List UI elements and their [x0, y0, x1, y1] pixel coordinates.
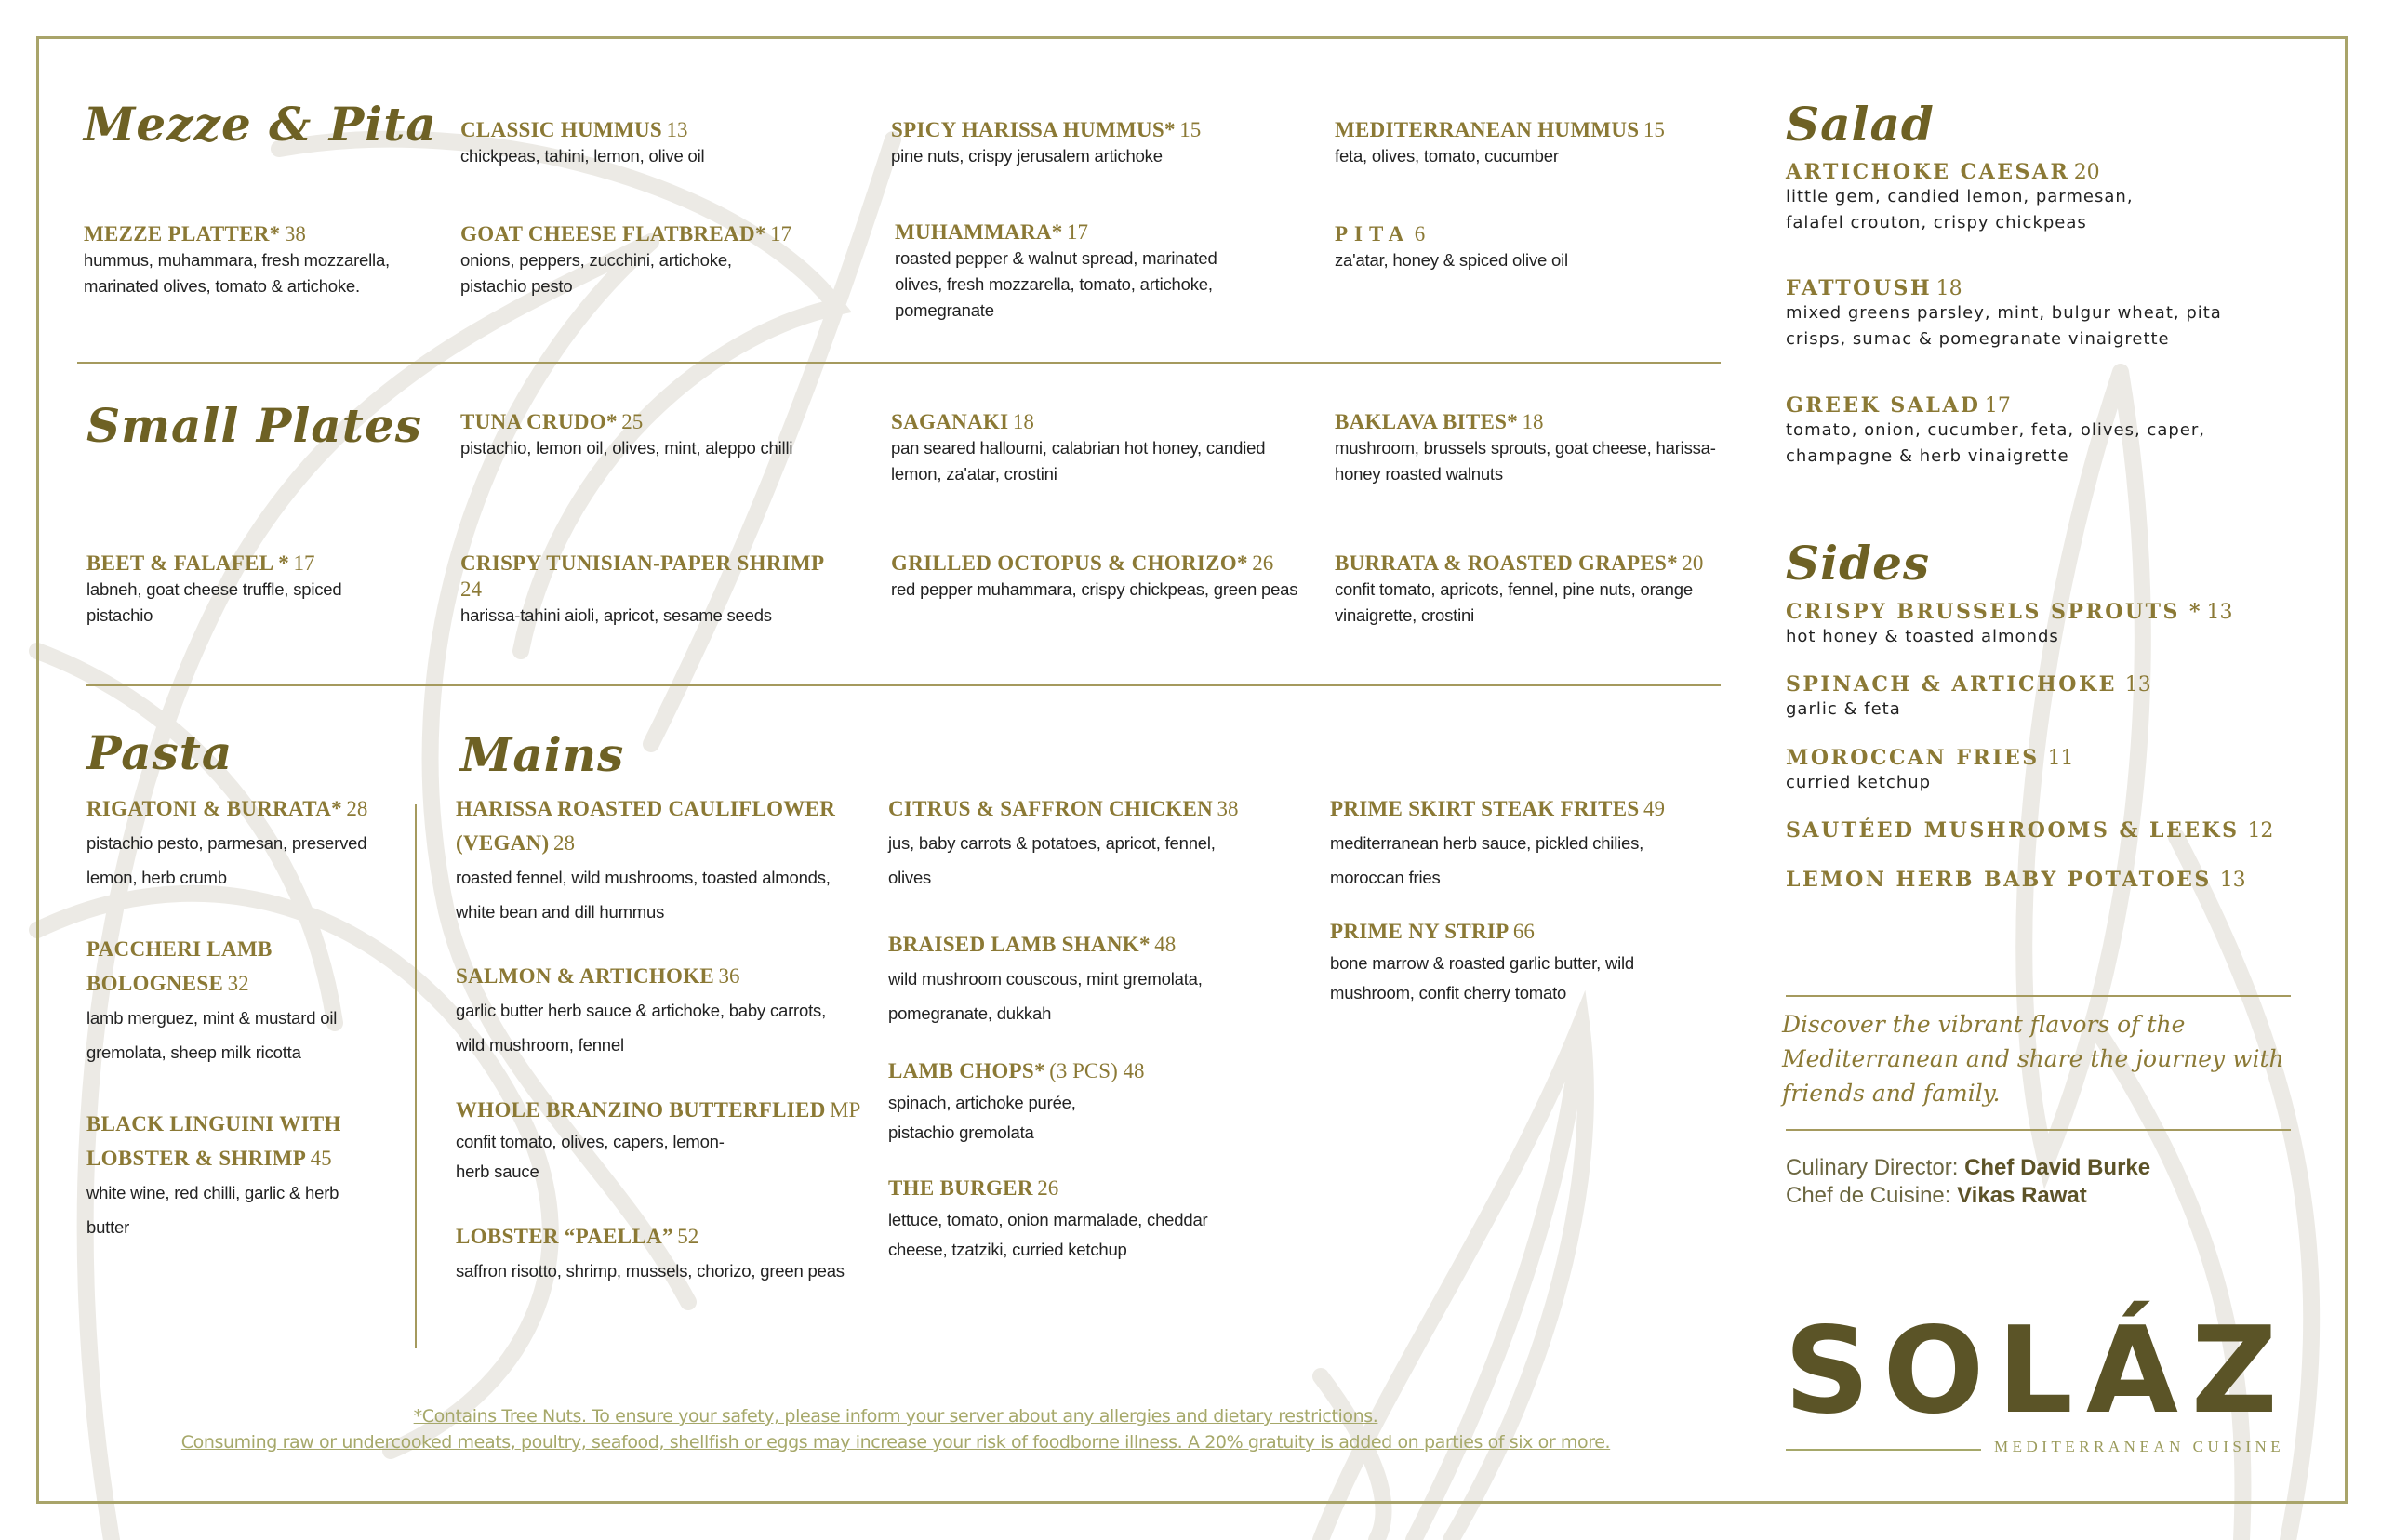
item-description: confit tomato, apricots, fennel, pine nuts, orange vinaigrette, crostini: [1335, 579, 1693, 625]
item-name: WHOLE BRANZINO BUTTERFLIED: [456, 1098, 826, 1122]
item-name: FATTOUSH: [1786, 276, 1933, 300]
menu-item: [1786, 672, 2269, 723]
item-description: spinach, artichoke purée, pistachio gremolata: [888, 1093, 1076, 1142]
allergy-notice: *Contains Tree Nuts. To ensure your safety, please inform your server about any allergies and dietary restrictions.: [413, 1406, 1378, 1427]
item-price: 20: [1682, 551, 1704, 575]
menu-item: [1786, 868, 2307, 892]
section-heading-pasta: Pasta: [86, 725, 233, 780]
divider: [1786, 1129, 2291, 1131]
section-heading-sides: Sides: [1786, 536, 1931, 591]
item-price: 28: [346, 797, 368, 820]
menu-item: [456, 791, 846, 929]
item-description: bone marrow & roasted garlic butter, wild mushroom, confit cherry tomato: [1330, 953, 1635, 1002]
item-price: 66: [1512, 920, 1535, 943]
item-price: 28: [552, 831, 575, 855]
menu-item: [86, 791, 393, 895]
menu-item: [888, 1055, 1279, 1148]
menu-item: [460, 221, 795, 299]
item-price: 18: [1012, 410, 1034, 433]
section-heading-small-plates: Small Plates: [86, 398, 422, 453]
menu-item: [895, 219, 1267, 324]
brand-tagline: MEDITERRANEAN CUISINE: [1994, 1438, 2285, 1455]
item-name: CRISPY TUNISIAN-PAPER SHRIMP: [460, 551, 825, 575]
menu-item: [1335, 551, 1735, 629]
item-name: CRISPY BRUSSELS SPROUTS *: [1786, 600, 2203, 624]
item-name: ARTICHOKE CAESAR: [1786, 160, 2070, 184]
divider: [77, 362, 1721, 364]
menu-item: [1330, 791, 1721, 895]
item-price: 13: [2206, 601, 2233, 624]
item-price: 15: [1643, 118, 1665, 141]
item-name: GREEK SALAD: [1786, 393, 1981, 418]
item-description: jus, baby carrots & potatoes, apricot, fennel, olives: [888, 833, 1216, 887]
item-price: 17: [1984, 394, 2011, 418]
item-price: 26: [1252, 551, 1274, 575]
item-name: PRIME NY STRIP: [1330, 920, 1510, 943]
menu-item: [456, 1219, 846, 1288]
item-price: (3 PCS) 48: [1049, 1059, 1145, 1082]
item-description: mediterranean herb sauce, pickled chilies, moroccan fries: [1330, 833, 1644, 887]
menu-item: [1786, 600, 2269, 650]
item-description: mixed greens parsley, mint, bulgur wheat, pita crisps, sumac & pomegranate vinaigrette: [1786, 303, 2222, 349]
item-description: pine nuts, crispy jerusalem artichoke: [891, 146, 1163, 166]
item-name: SAGANAKI: [891, 410, 1009, 433]
item-description: curried ketchup: [1786, 773, 1932, 792]
menu-item: [456, 1094, 865, 1187]
item-price: 26: [1037, 1176, 1059, 1200]
item-price: 17: [1067, 220, 1089, 244]
item-price: 12: [2247, 819, 2274, 843]
item-description: wild mushroom couscous, mint gremolata, pomegranate, dukkah: [888, 969, 1203, 1023]
item-name: PRIME SKIRT STEAK FRITES: [1330, 797, 1640, 820]
item-price: 6: [1414, 222, 1426, 246]
credit-label: Chef de Cuisine:: [1786, 1183, 1951, 1208]
divider: [1786, 1449, 1981, 1451]
menu-item: [86, 551, 366, 629]
item-description: saffron risotto, shrimp, mussels, chorizo, green peas: [456, 1261, 845, 1281]
item-name: LOBSTER “PAELLA”: [456, 1225, 673, 1248]
item-name: MEZZE PLATTER*: [84, 222, 281, 246]
menu-item: [1786, 276, 2223, 352]
item-description: roasted pepper & walnut spread, marinated olives, fresh mozzarella, tomato, artichoke, pomegranate: [895, 248, 1217, 320]
item-name: BAKLAVA BITES*: [1335, 410, 1519, 433]
menu-item: [888, 927, 1279, 1030]
solaz-logo: SOLÁZ: [1784, 1302, 2291, 1440]
item-price: 13: [666, 118, 688, 141]
item-description: little gem, candied lemon, parmesan, falafel crouton, crispy chickpeas: [1786, 187, 2134, 232]
item-name: GOAT CHEESE FLATBREAD*: [460, 222, 766, 246]
item-name: BURRATA & ROASTED GRAPES*: [1335, 551, 1678, 575]
item-description: pistachio, lemon oil, olives, mint, aleppo chilli: [460, 438, 793, 458]
item-name: PITA: [1335, 222, 1411, 246]
item-name: BLACK LINGUINI WITH LOBSTER & SHRIMP: [86, 1112, 341, 1170]
item-description: feta, olives, tomato, cucumber: [1335, 146, 1559, 166]
menu-item: [1786, 818, 2307, 843]
item-price: 13: [2219, 869, 2246, 892]
item-description: garlic butter herb sauce & artichoke, baby carrots, wild mushroom, fennel: [456, 1001, 827, 1055]
item-name: CITRUS & SAFFRON CHICKEN: [888, 797, 1214, 820]
item-name: SPICY HARISSA HUMMUS*: [891, 118, 1176, 141]
item-price: 15: [1179, 118, 1202, 141]
item-description: confit tomato, olives, capers, lemon-herb sauce: [456, 1132, 725, 1181]
item-name: LAMB CHOPS*: [888, 1059, 1045, 1082]
item-price: 38: [1217, 797, 1239, 820]
item-description: roasted fennel, wild mushrooms, toasted almonds, white bean and dill hummus: [456, 868, 831, 922]
menu-item: [84, 221, 437, 299]
item-name: MUHAMMARA*: [895, 220, 1063, 244]
menu-item: [888, 791, 1279, 895]
item-description: hot honey & toasted almonds: [1786, 627, 2059, 646]
item-description: tomato, onion, cucumber, feta, olives, caper, champagne & herb vinaigrette: [1786, 420, 2205, 466]
item-description: lamb merguez, mint & mustard oil gremolata, sheep milk ricotta: [86, 1008, 338, 1062]
item-name: LEMON HERB BABY POTATOES: [1786, 868, 2212, 892]
item-description: red pepper muhammara, crispy chickpeas, green peas: [891, 579, 1298, 599]
menu-item: [460, 117, 851, 169]
divider-vertical: [415, 804, 417, 1348]
item-name: SALMON & ARTICHOKE: [456, 964, 715, 988]
menu-item: [86, 1107, 366, 1244]
item-description: harissa-tahini aioli, apricot, sesame seeds: [460, 605, 772, 625]
menu-item: [1335, 117, 1725, 169]
item-description: pistachio pesto, parmesan, preserved lemon, herb crumb: [86, 833, 367, 887]
chef-credits: [1786, 1154, 2150, 1210]
item-price: 38: [284, 222, 306, 246]
menu-item: [1335, 409, 1725, 487]
menu-item: [456, 959, 846, 1062]
item-name: BEET & FALAFEL *: [86, 551, 290, 575]
section-heading-salad: Salad: [1786, 97, 1935, 152]
item-price: 17: [293, 551, 315, 575]
item-price: 11: [2047, 747, 2074, 770]
menu-item: [1786, 160, 2195, 236]
divider: [1786, 995, 2291, 997]
item-name: TUNA CRUDO*: [460, 410, 618, 433]
item-price: 32: [227, 972, 249, 995]
menu-item: [1335, 221, 1725, 273]
item-name: BRAISED LAMB SHANK*: [888, 933, 1151, 956]
item-name: GRILLED OCTOPUS & CHORIZO*: [891, 551, 1248, 575]
item-description: garlic & feta: [1786, 699, 1901, 719]
item-description: labneh, goat cheese truffle, spiced pistachio: [86, 579, 342, 625]
credit-name: Chef David Burke: [1964, 1155, 2151, 1180]
item-name: MOROCCAN FRIES: [1786, 746, 2040, 770]
item-price: 36: [718, 964, 740, 988]
item-price: 49: [1643, 797, 1665, 820]
item-price: 48: [1154, 933, 1177, 956]
section-heading-mains: Mains: [460, 727, 625, 782]
tagline-quote: Discover the vibrant flavors of the Mediterranean and share the journey with friends and family.: [1782, 1011, 2284, 1107]
menu-item: [891, 409, 1282, 487]
item-name: SAUTÉED MUSHROOMS & LEEKS: [1786, 818, 2240, 843]
menu-item: [1786, 746, 2269, 796]
item-name: RIGATONI & BURRATA*: [86, 797, 342, 820]
section-heading-mezze: Mezze & Pita: [84, 97, 437, 152]
item-description: hummus, muhammara, fresh mozzarella, marinated olives, tomato & artichoke.: [84, 250, 390, 296]
item-description: onions, peppers, zucchini, artichoke, pistachio pesto: [460, 250, 732, 296]
health-gratuity-notice: Consuming raw or undercooked meats, poultry, seafood, shellfish or eggs may increase your risk of foodborne illness. A 20% gratuity is added on parties of six or more.: [180, 1432, 1611, 1453]
item-description: pan seared halloumi, calabrian hot honey, candied lemon, za'atar, crostini: [891, 438, 1266, 484]
item-price: MP: [830, 1098, 861, 1122]
item-name: HARISSA ROASTED CAULIFLOWER (VEGAN): [456, 797, 836, 855]
item-price: 17: [770, 222, 792, 246]
item-price: 24: [460, 578, 482, 601]
divider: [86, 684, 1721, 686]
item-name: THE BURGER: [888, 1176, 1033, 1200]
menu-item: [460, 409, 795, 461]
item-description: lettuce, tomato, onion marmalade, cheddar cheese, tzatziki, curried ketchup: [888, 1210, 1208, 1259]
credit-label: Culinary Director:: [1786, 1155, 1959, 1180]
credit-name: Vikas Rawat: [1957, 1183, 2087, 1208]
item-name: SPINACH & ARTICHOKE: [1786, 672, 2117, 697]
item-price: 25: [621, 410, 644, 433]
menu-item: [888, 1172, 1279, 1265]
item-price: 52: [677, 1225, 699, 1248]
item-price: 18: [1522, 410, 1544, 433]
menu-item: [460, 551, 832, 629]
item-name: PACCHERI LAMB BOLOGNESE: [86, 937, 273, 995]
item-price: 45: [310, 1147, 332, 1170]
item-description: za'atar, honey & spiced olive oil: [1335, 250, 1568, 270]
menu-item: [891, 117, 1291, 169]
menu-item: [1330, 915, 1721, 1008]
item-price: 13: [2124, 673, 2151, 697]
item-name: MEDITERRANEAN HUMMUS: [1335, 118, 1640, 141]
menu-item: [891, 551, 1300, 603]
item-price: 20: [2073, 161, 2100, 184]
item-price: 18: [1935, 277, 1962, 300]
item-name: CLASSIC HUMMUS: [460, 118, 662, 141]
item-description: white wine, red chilli, garlic & herb butter: [86, 1183, 339, 1237]
item-description: mushroom, brussels sprouts, goat cheese, harissa-honey roasted walnuts: [1335, 438, 1716, 484]
menu-item: [1786, 393, 2214, 470]
menu-item: [86, 932, 393, 1069]
item-description: chickpeas, tahini, lemon, olive oil: [460, 146, 705, 166]
